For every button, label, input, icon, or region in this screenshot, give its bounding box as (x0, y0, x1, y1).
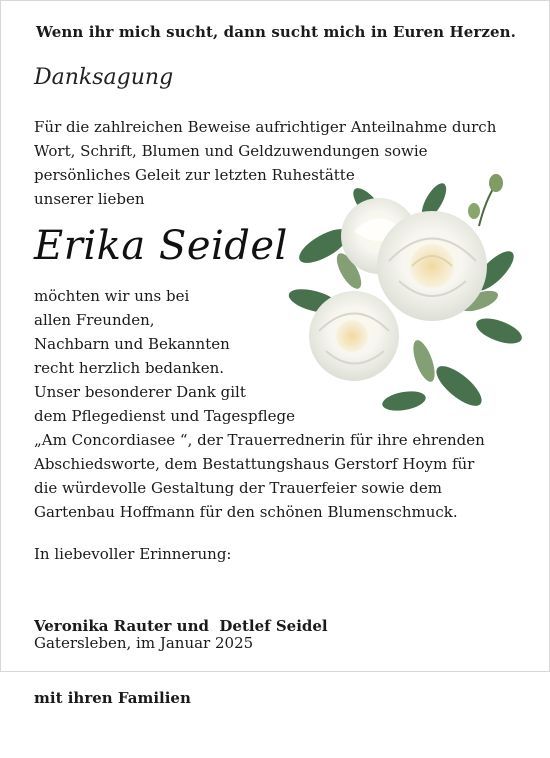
motto: Wenn ihr mich sucht, dann sucht mich in Euren Herzen. (36, 23, 516, 41)
intro-text: Für die zahlreichen Beweise aufrichtiger Anteilnahme durch Wort, Schrift, Blumen und Geldzuwendungen sowie persönliches Geleit zur letzten Ruhestätte unserer lieben (34, 118, 497, 208)
deceased-name: Erika Seidel (34, 223, 288, 269)
heading-danksagung: Danksagung (34, 65, 174, 90)
signer-line: Veronika Rauter und Detlef Seidel (34, 617, 328, 635)
signers (34, 566, 328, 758)
thanks-body-text: möchten wir uns bei allen Freunden, Nachbarn und Bekannten recht herzlich bedanken. Unser besonderer Dank gilt dem Pflegedienst und Tagespflege „Am Concordiasee “, der Trauerrednerin für ihre ehrenden Abschiedsworte, dem Bestattungshaus Gerstorf Hoym für die würdevolle Gestaltung der Trauerfeier sowie dem Gartenbau Hoffmann für den schönen Blumenschmuck. (34, 287, 485, 521)
memory-line: In liebevoller Erinnerung: (34, 545, 232, 563)
place-date: Gatersleben, im Januar 2025 (34, 634, 254, 652)
signer-line: mit ihren Familien (34, 689, 191, 707)
